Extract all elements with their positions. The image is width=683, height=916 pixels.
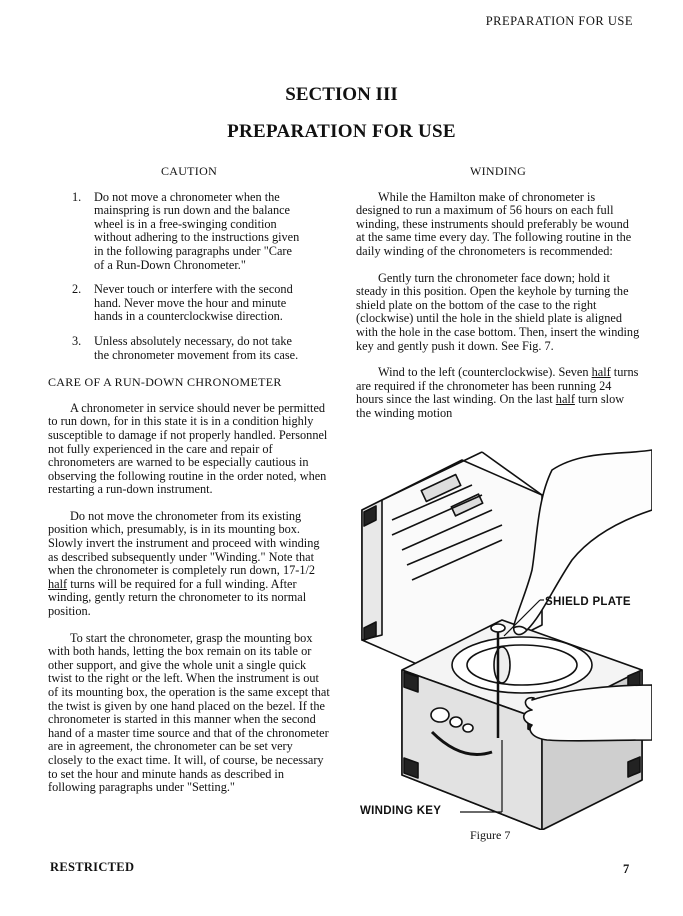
caution-heading: CAUTION: [160, 164, 218, 178]
winding-paragraph-1: While the Hamilton make of chronometer is designed to run a maximum of 56 hours on each full winding, these instruments should preferably be wound at the same time every day. The following routine in the daily winding of the chronometers is recommended:: [356, 189, 632, 258]
chronometer-box-illustration: [352, 440, 652, 830]
figure-caption: Figure 7: [470, 828, 511, 842]
care-paragraph-1: A chronometer in service should never be permitted to run down, for in this state it is in a condition highly susceptible to damage if not properly handled. Personnel not fully experienced in the care and repair of chronometers are warned to be especially cautious in observing the following routine in the order noted, when restarting a run-down instrument.: [48, 400, 328, 497]
caution-item: [48, 283, 330, 324]
winding-key-label: WINDING KEY: [360, 805, 442, 817]
caution-item-number: 3.: [72, 333, 82, 348]
section-number: SECTION III: [285, 84, 398, 105]
winding-paragraph-3: Wind to the left (counterclockwise). Seven half turns are required if the chronometer has been running 24 hours since the last winding. On the last half turn slow the winding motion: [356, 365, 639, 420]
shield-plate-label: SHIELD PLATE: [545, 596, 631, 608]
right-column: [356, 165, 640, 434]
caution-list: [48, 191, 330, 363]
left-column: [48, 165, 330, 808]
caution-item: [48, 335, 330, 362]
running-header: PREPARATION FOR USE: [485, 14, 633, 28]
caution-item: [48, 191, 330, 273]
page-number: 7: [623, 862, 630, 876]
care-paragraph-2: Do not move the chronometer from its existing position which, presumably, is in its mounting box. Slowly invert the instrument and proceed with winding as described subsequently under "Winding." Note that when the chronometer is completely run down, 17-1/2 half turns will be required for a full winding. After winding, gently return the chronometer to its normal position.: [48, 508, 320, 619]
winding-paragraph-2: Gently turn the chronometer face down; hold it steady in this position. Open the keyhole by turning the shield plate on the bottom of the case to the right (clockwise) until the hole in the shield plate is aligned with the hole in the case bottom. Then, insert the winding key and gently push it down. See Fig. 7.: [356, 270, 640, 353]
caution-item-text: Unless absolutely necessary, do not take the chronometer movement from its case.: [94, 333, 299, 362]
classification-marking: RESTRICTED: [50, 860, 135, 874]
care-paragraph-3: To start the chronometer, grasp the mounting box with both hands, letting the box remain on its table or other support, and give the whole unit a single quick twist to the right or the left. When the instrument is out of its mounting box, the operation is the same except that the twist is given by one hand placed on the bezel. If the chronometer is started in this manner when the second hand of a master time source and that of the chronometer are in agreement, the chronometer can be set very closely to the exact time. It will, of course, be necessary to set the hour and minute hands as described in following paragraphs under "Setting.": [48, 630, 330, 795]
care-heading: CARE OF A RUN-DOWN CHRONOMETER: [48, 375, 282, 390]
caution-item-text: Never touch or interfere with the second hand. Never move the hour and minute hands in a counterclockwise direction.: [94, 282, 293, 324]
section-title: PREPARATION FOR USE: [227, 121, 456, 142]
caution-item-number: 2.: [72, 282, 82, 297]
caution-item-text: Do not move a chronometer when the mainspring is run down and the balance wheel is in a free-swinging condition without adhering to the instructions given in the following paragraphs under "Care of a Run-Down Chronometer.": [94, 189, 300, 272]
winding-heading: WINDING: [469, 164, 527, 178]
caution-item-number: 1.: [72, 189, 82, 204]
